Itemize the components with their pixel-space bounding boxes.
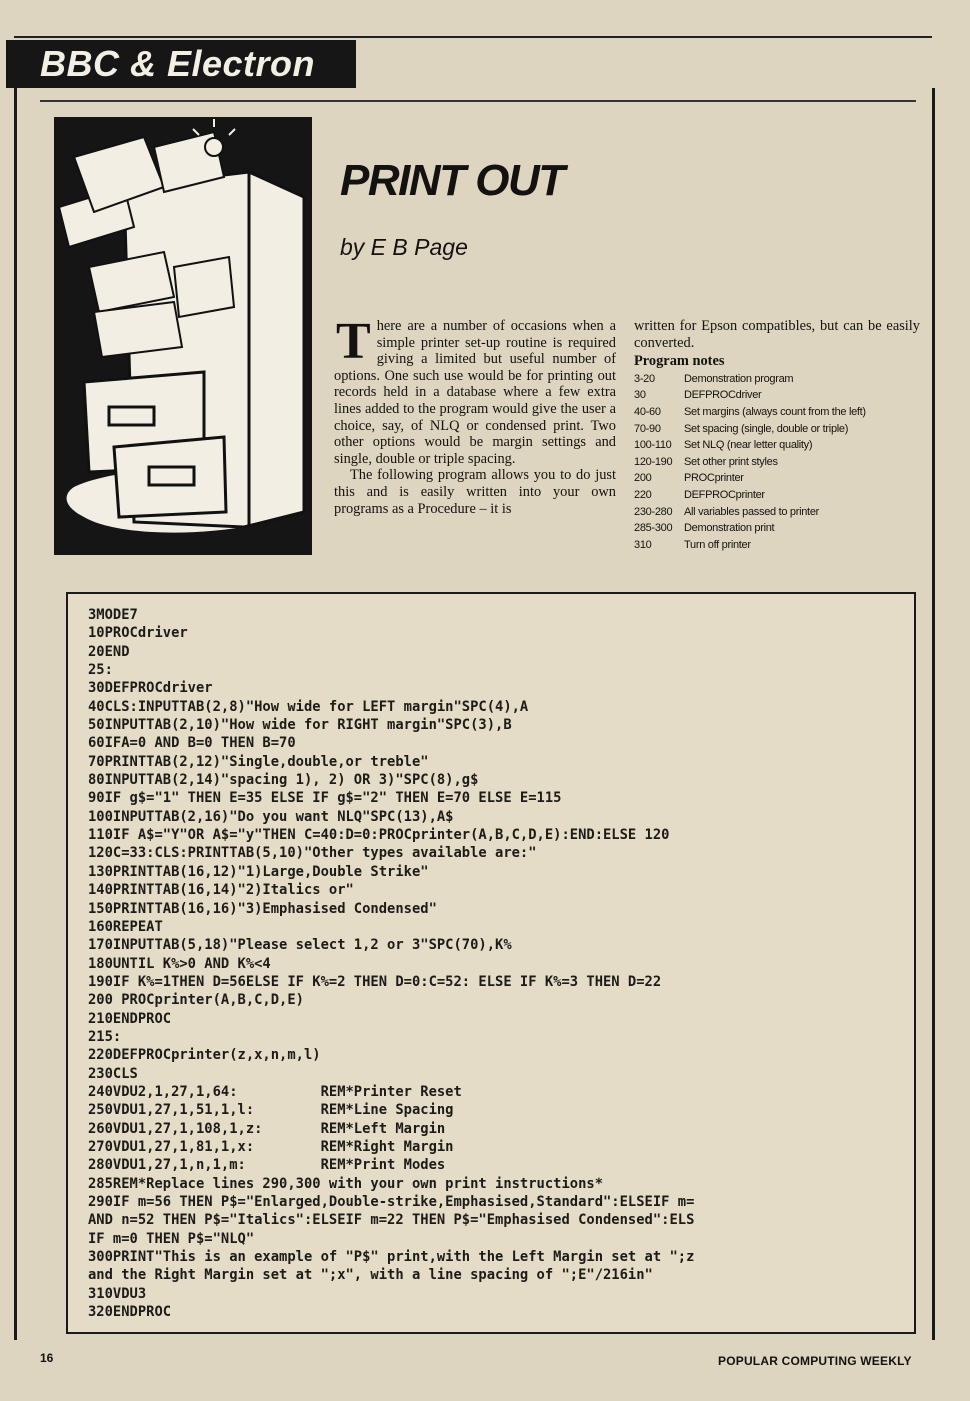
- section-header: BBC & Electron: [40, 43, 316, 84]
- code-line: 80INPUTTAB(2,14)"spacing 1), 2) OR 3)"SPC(8),g$: [88, 772, 479, 789]
- code-line: 10PROCdriver: [88, 625, 188, 642]
- code-line: 230CLS: [88, 1065, 138, 1082]
- program-note-lines: 70-90: [634, 422, 661, 435]
- program-note-row: [634, 470, 866, 487]
- code-line: 170INPUTTAB(5,18)"Please select 1,2 or 3"SPC(70),K%: [88, 937, 512, 954]
- code-line: AND n=52 THEN P$="Italics":ELSEIF m=22 THEN P$="Emphasised Condensed":ELS: [88, 1212, 695, 1229]
- program-note-lines: 100-110: [634, 439, 672, 452]
- program-note-description: DEFPROCprinter: [684, 488, 765, 501]
- program-note-lines: 285-300: [634, 522, 673, 535]
- program-note-description: Set NLQ (near letter quality): [684, 439, 813, 452]
- code-line: 40CLS:INPUTTAB(2,8)"How wide for LEFT margin"SPC(4),A: [88, 698, 529, 715]
- code-line: 285REM*Replace lines 290,300 with your own print instructions*: [88, 1175, 603, 1192]
- code-line: 190IF K%=1THEN D=56ELSE IF K%=2 THEN D=0:C=52: ELSE IF K%=3 THEN D=22: [88, 973, 662, 990]
- code-line: 290IF m=56 THEN P$="Enlarged,Double-strike,Emphasised,Standard":ELSEIF m=: [88, 1194, 695, 1210]
- code-line: 300PRINT"This is an example of "P$" print,with the Left Margin set at ";z: [88, 1249, 695, 1266]
- frame-top-rule: [40, 100, 916, 102]
- program-note-description: All variables passed to printer: [684, 505, 819, 518]
- code-line: 250VDU1,27,1,51,1,l: REM*Line Spacing: [88, 1102, 454, 1119]
- program-note-row: [634, 454, 866, 471]
- code-line: 110IF A$="Y"OR A$="y"THEN C=40:D=0:PROCprinter(A,B,C,D,E):END:ELSE 120: [88, 827, 670, 844]
- program-note-lines: 200: [634, 472, 652, 485]
- frame-left-rule: [14, 88, 17, 1340]
- code-line: 50INPUTTAB(2,10)"How wide for RIGHT margin"SPC(3),B: [88, 717, 512, 734]
- program-note-lines: 310: [634, 538, 652, 551]
- code-line: 25:: [88, 662, 113, 679]
- code-line: 180UNTIL K%>0 AND K%<4: [88, 955, 271, 972]
- program-note-row: [634, 421, 866, 438]
- code-line: 140PRINTTAB(16,14)"2)Italics or": [88, 882, 354, 899]
- program-note-row: [634, 371, 866, 388]
- code-line: 210ENDPROC: [88, 1010, 172, 1027]
- program-note-row: [634, 537, 866, 554]
- right-column: [634, 318, 920, 553]
- top-rule: [14, 36, 932, 38]
- code-line: 310VDU3: [88, 1285, 147, 1302]
- program-note-lines: 30: [634, 389, 646, 402]
- code-line: 120C=33:CLS:PRINTTAB(5,10)"Other types available are:": [88, 845, 537, 862]
- code-line: 3MODE7: [88, 607, 138, 623]
- program-note-lines: 120-190: [634, 455, 673, 468]
- intro-paragraph-text: here are a number of occasions when a simple printer set-up routine is required giving a limited but useful number of options. One such use would be for printing out records held in a database where a few extra lines added to the program would give the user a choice, say, of NLQ or condensed print. Two other options would be margin settings and single, double or triple spacing.: [334, 318, 616, 467]
- program-note-row: [634, 504, 866, 521]
- program-note-row: [634, 520, 866, 537]
- program-note-row: [634, 437, 866, 454]
- code-line: 150PRINTTAB(16,16)"3)Emphasised Condensed": [88, 900, 437, 917]
- magazine-name: POPULAR COMPUTING WEEKLY: [718, 1354, 912, 1368]
- code-line: 160REPEAT: [88, 918, 163, 935]
- second-paragraph: The following program allows you to do just this and is easily written into your own programs as a Procedure – it is: [334, 467, 616, 517]
- code-line: 60IFA=0 AND B=0 THEN B=70: [88, 735, 296, 752]
- program-note-description: DEFPROCdriver: [684, 389, 762, 402]
- code-line: 215:: [88, 1028, 122, 1045]
- code-line: and the Right Margin set at ";x", with a line spacing of ";E"/216in": [88, 1267, 653, 1284]
- program-note-lines: 3-20: [634, 372, 655, 385]
- program-note-lines: 220: [634, 488, 652, 501]
- code-line: 280VDU1,27,1,n,1,m: REM*Print Modes: [88, 1157, 446, 1174]
- code-line: 320ENDPROC: [88, 1304, 172, 1321]
- frame-right-rule: [932, 88, 935, 1340]
- page-number: 16: [40, 1351, 54, 1365]
- intro-column: [334, 313, 616, 517]
- program-notes-table: [634, 371, 866, 554]
- code-line: 100INPUTTAB(2,16)"Do you want NLQ"SPC(13),A$: [88, 808, 454, 825]
- code-line: 200 PROCprinter(A,B,C,D,E): [88, 992, 304, 1009]
- code-line: 20END: [88, 643, 130, 660]
- code-line: 270VDU1,27,1,81,1,x: REM*Right Margin: [88, 1138, 454, 1155]
- program-note-lines: 230-280: [634, 505, 673, 518]
- code-line: 260VDU1,27,1,108,1,z: REM*Left Margin: [88, 1120, 446, 1137]
- code-line: 130PRINTTAB(16,12)"1)Large,Double Strike": [88, 863, 429, 880]
- filing-cabinet-illustration: [54, 117, 312, 555]
- program-note-row: [634, 387, 866, 404]
- article-title: PRINT OUT: [340, 156, 564, 205]
- article-byline: by E B Page: [340, 234, 468, 260]
- code-line: 70PRINTTAB(2,12)"Single,double,or treble": [88, 753, 429, 770]
- program-note-description: PROCprinter: [684, 472, 744, 485]
- program-notes-heading: Program notes: [634, 353, 725, 370]
- program-note-description: Turn off printer: [684, 538, 751, 551]
- code-line: 30DEFPROCdriver: [88, 680, 213, 697]
- program-note-description: Demonstration print: [684, 522, 775, 535]
- program-note-lines: 40-60: [634, 405, 661, 418]
- code-line: 240VDU2,1,27,1,64: REM*Printer Reset: [88, 1083, 462, 1100]
- intro-paragraph: [334, 313, 616, 467]
- program-note-description: Set margins (always count from the left): [684, 405, 866, 418]
- program-note-description: Demonstration program: [684, 372, 794, 385]
- code-line: IF m=0 THEN P$="NLQ": [88, 1230, 255, 1247]
- program-note-row: [634, 487, 866, 504]
- program-note-row: [634, 404, 866, 421]
- drop-cap: T: [336, 313, 371, 370]
- program-note-description: Set other print styles: [684, 455, 778, 468]
- code-line: 220DEFPROCprinter(z,x,n,m,l): [88, 1047, 321, 1064]
- program-listing: [88, 606, 908, 1321]
- program-note-description: Set spacing (single, double or triple): [684, 422, 849, 435]
- code-line: 90IF g$="1" THEN E=35 ELSE IF g$="2" THEN E=70 ELSE E=115: [88, 790, 562, 807]
- continued-paragraph: written for Epson compatibles, but can be easily converted.: [634, 318, 920, 351]
